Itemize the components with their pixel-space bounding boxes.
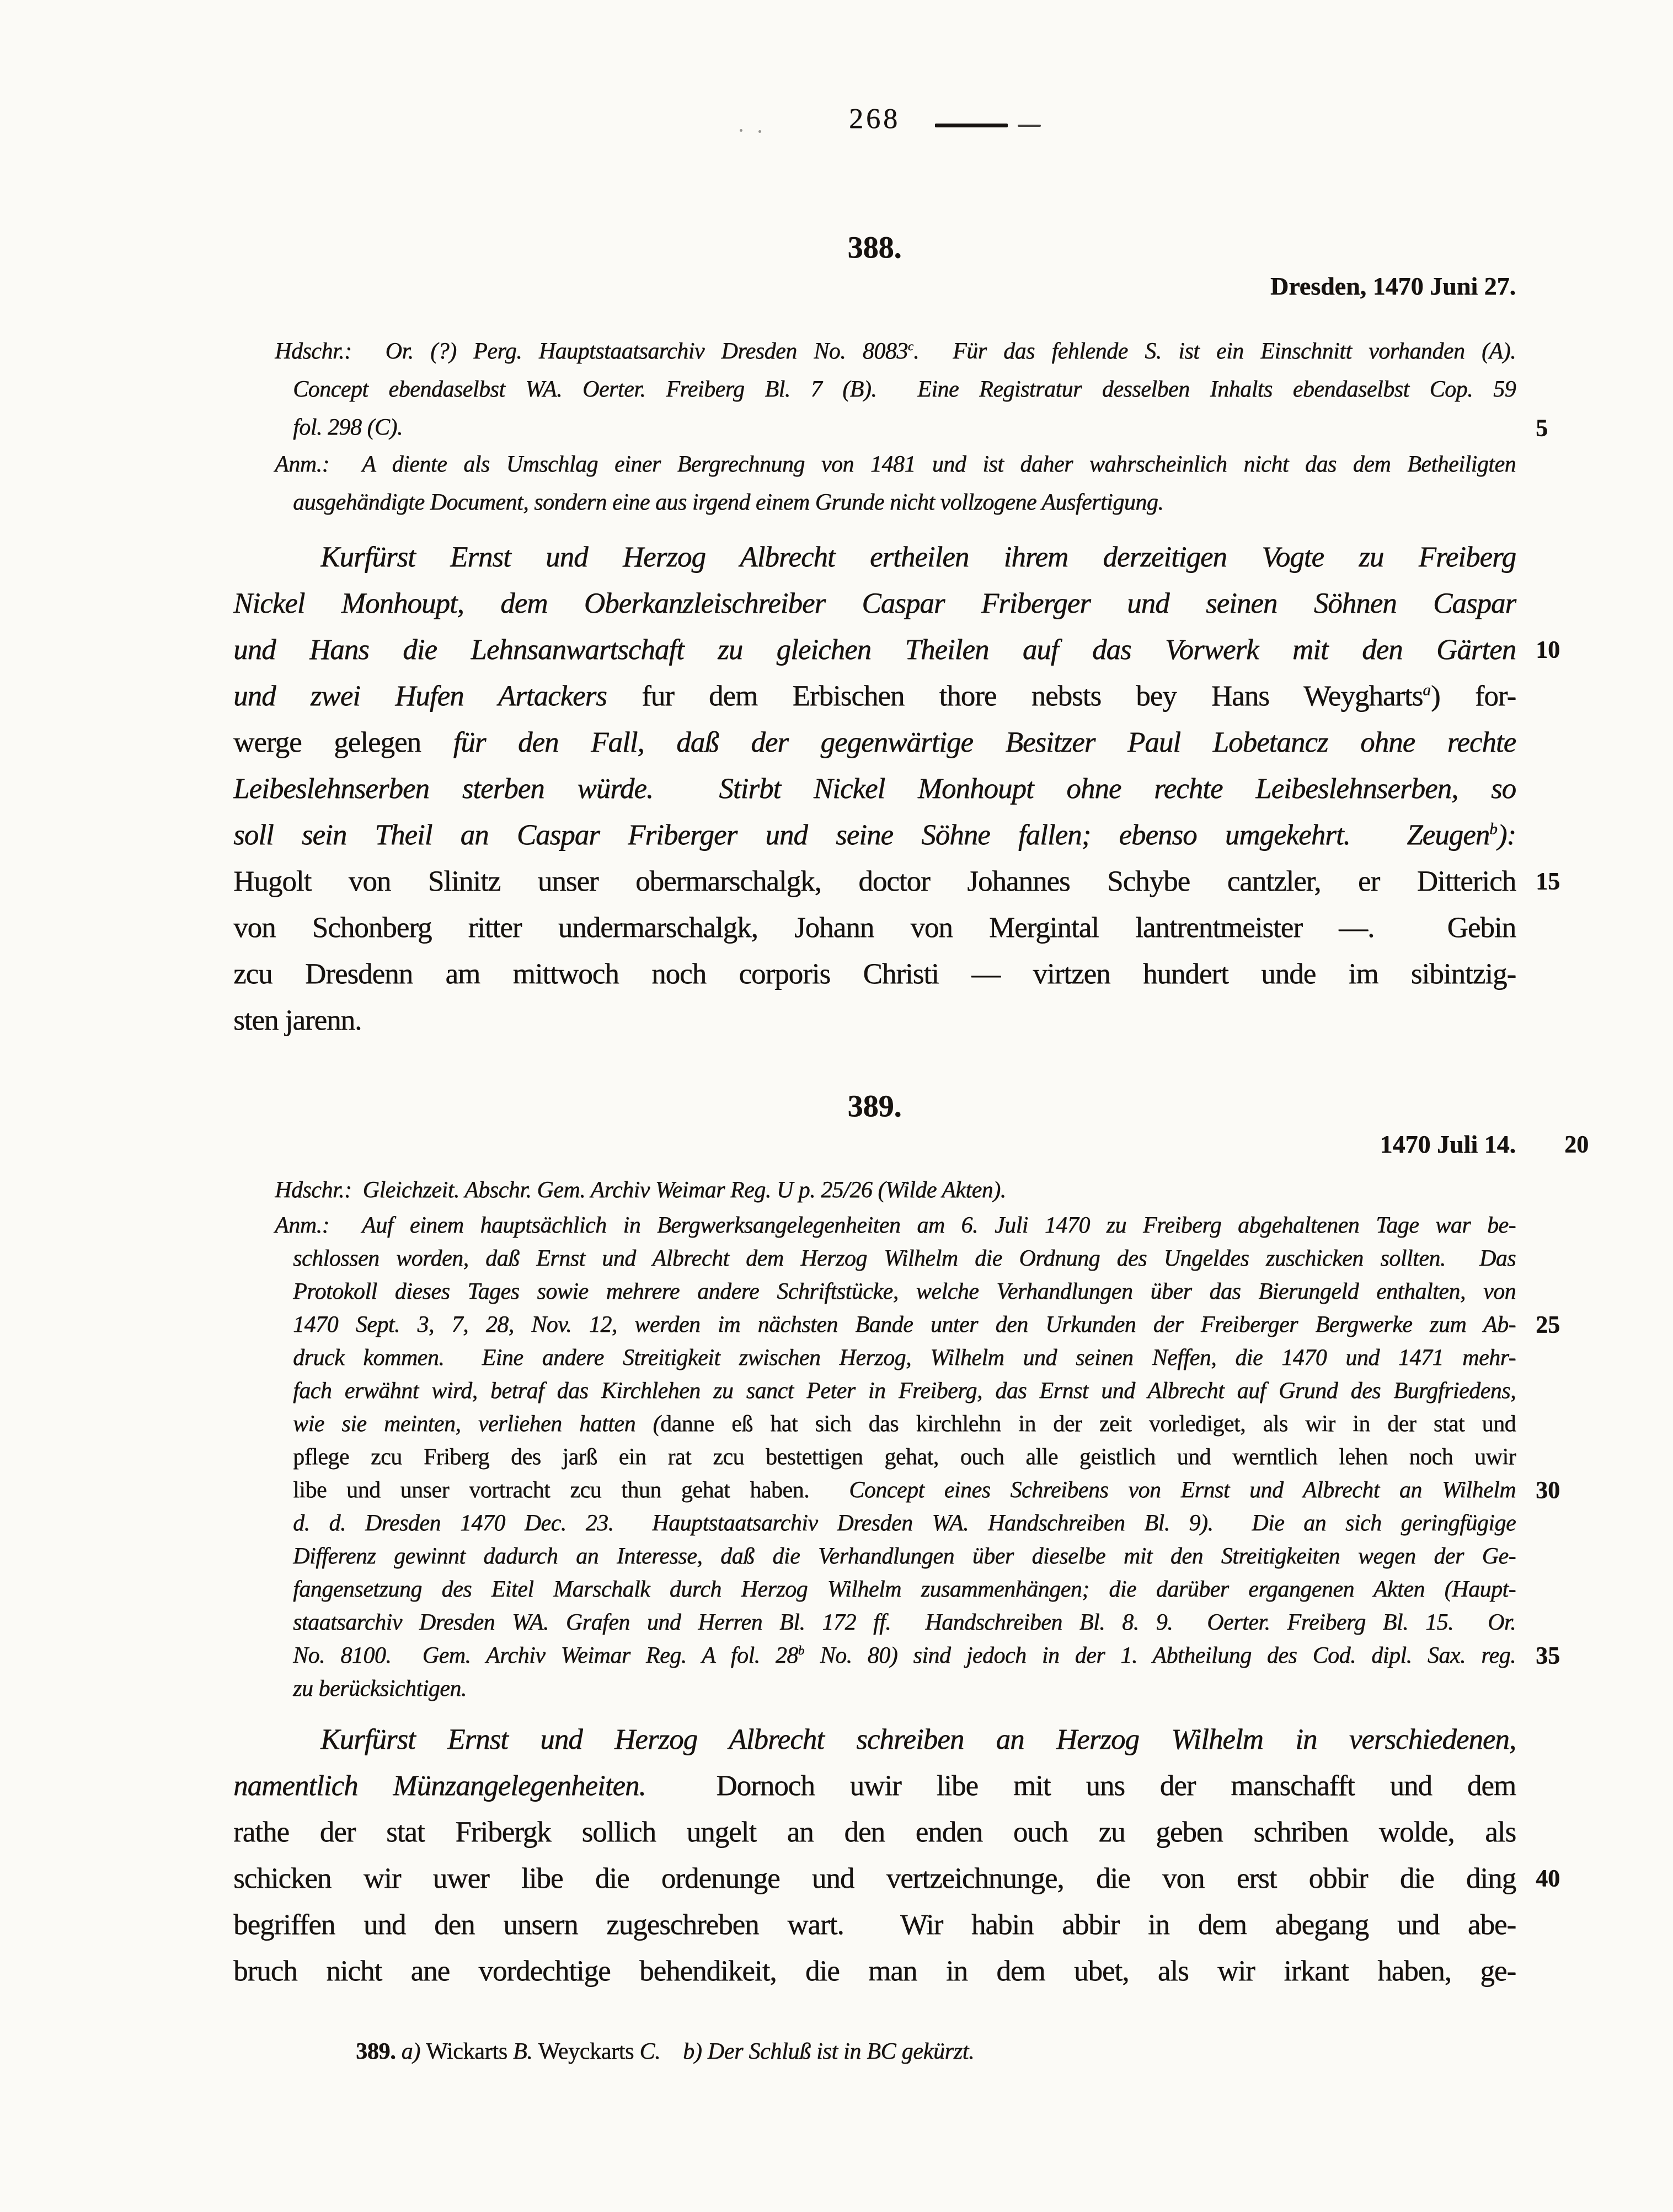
- text-run: zcu Dresdenn am mittwoch noch corporis Christi — virtzen hundert unde im sibintzig-: [233, 958, 1516, 990]
- text-run: Leibeslehnserben sterben würde. Stirbt Nickel Monhoupt ohne rechte Leibeslehnserben, so: [233, 773, 1516, 805]
- text-run: a): [401, 2039, 426, 2064]
- text-run: Hugolt von Slinitz unser obermarschalgk, doctor Johannes Schybe cantzler, er Ditterich: [233, 865, 1516, 897]
- footnote-marker: b: [798, 1643, 805, 1657]
- text-run: sten jarenn.: [233, 1004, 362, 1036]
- text-line: [275, 1573, 1516, 1606]
- text-run: ausgehändigte Document, sondern eine aus irgend einem Grunde nicht vollzogene Ausfertigung.: [293, 490, 1164, 515]
- text-line: [233, 951, 1516, 997]
- text-line: [275, 1174, 1516, 1207]
- page-header: [233, 103, 1516, 141]
- text-run: Kurfürst Ernst und Herzog Albrecht ertheilen ihrem derzeitigen Vogte zu Freiberg: [320, 541, 1516, 573]
- margin-line-number: 35: [1536, 1642, 1560, 1669]
- text-line: [275, 1242, 1516, 1275]
- text-run: fangensetzung des Eitel Marschalk durch Herzog Wilhelm zusammenhängen; die darüber ergangenen Akten (Haupt-: [293, 1577, 1516, 1602]
- text-line: [233, 1902, 1516, 1948]
- scan-artifact-dash-small: [1018, 125, 1041, 127]
- text-run: begriffen und den unsern zugeschreben wart. Wir habin abbir in dem abegang und abe-: [233, 1909, 1516, 1941]
- margin-line-number: 20: [1564, 1131, 1589, 1158]
- text-run: rathe der stat Fribergk sollich ungelt an den enden ouch zu geben schriben wolde, als: [233, 1816, 1516, 1848]
- scan-artifact-dot: [740, 129, 742, 132]
- text-line: [275, 1275, 1516, 1308]
- text-line: [275, 1474, 1560, 1507]
- text-run: werge gelegen: [233, 726, 453, 758]
- text-line: [275, 446, 1516, 484]
- annotation-block: [275, 446, 1516, 522]
- text-line: [356, 2035, 1638, 2068]
- scan-artifact-dot: [758, 130, 761, 133]
- scan-artifact-dash: [935, 124, 1008, 127]
- text-run: 389.: [356, 2039, 402, 2064]
- text-line: [275, 484, 1516, 522]
- text-run: danne eß hat sich das kirchlehn in der zeit vorlediget, als wir in der stat und: [660, 1411, 1516, 1437]
- text-line: [233, 765, 1516, 812]
- text-run: pflege zcu Friberg des jarß ein rat zcu bestettigen gehat, ouch alle geistlich und werntlich lehen noch uwir: [293, 1444, 1516, 1470]
- text-run: namentlich Münzangelegenheiten.: [233, 1770, 717, 1802]
- text-run: bruch nicht ane vordechtige behendikeit, die man in dem ubet, als wir irkant haben, ge-: [233, 1955, 1516, 1987]
- text-line: [275, 409, 1548, 447]
- footnote-marker: a: [1423, 681, 1431, 699]
- text-line: [233, 719, 1516, 765]
- text-run: No. 80) sind jedoch in der 1. Abtheilung des Cod. dipl. Sax. reg.: [804, 1643, 1516, 1668]
- text-run: ):: [1497, 819, 1516, 851]
- text-line: [275, 1308, 1560, 1341]
- text-run: von Schonberg ritter undermarschalgk, Johann von Mergintal lantrentmeister —. Gebin: [233, 912, 1516, 944]
- text-line: [275, 1639, 1560, 1672]
- text-line: [233, 580, 1516, 626]
- text-line: [233, 673, 1516, 719]
- text-line: [275, 1672, 1516, 1705]
- text-line: [233, 812, 1516, 858]
- text-run: zu berücksichtigen.: [293, 1676, 467, 1701]
- text-run: Differenz gewinnt dadurch an Interesse, daß die Verhandlungen über dieselbe mit den Streitigkeiten wegen der Ge-: [293, 1544, 1516, 1569]
- annotation-block: [275, 1209, 1560, 1705]
- entry-dateline: [233, 271, 1516, 301]
- margin-line-number: 15: [1536, 867, 1560, 895]
- text-run: Anm.: A diente als Umschlag einer Bergrechnung von 1481 und ist daher wahrscheinlich nicht das dem Betheiligten: [275, 452, 1516, 477]
- margin-line-number: 10: [1536, 636, 1560, 663]
- source-note-block: [275, 1174, 1516, 1207]
- text-run: d. d. Dresden 1470 Dec. 23. Hauptstaatsarchiv Dresden WA. Handschreiben Bl. 9). Die an sich geringfügige: [293, 1511, 1516, 1536]
- text-line: [275, 1440, 1516, 1474]
- text-line: [233, 534, 1516, 580]
- dateline-text: 1470 Juli 14.: [1380, 1130, 1516, 1158]
- text-run: und zwei Hufen Artackers: [233, 680, 642, 712]
- page-number: 268: [849, 103, 900, 135]
- text-run: fach erwähnt wird, betraf das Kirchlehen zu sanct Peter in Freiberg, das Ernst und Albrecht auf Grund des Burgfriedens,: [293, 1378, 1516, 1404]
- margin-line-number: 5: [1536, 414, 1548, 441]
- text-line: [275, 1209, 1516, 1242]
- margin-line-number: 30: [1536, 1476, 1560, 1503]
- text-run: ) for-: [1430, 680, 1516, 712]
- text-line: [233, 1763, 1516, 1809]
- footnote-marker: b: [1489, 820, 1498, 838]
- text-line: [233, 1855, 1560, 1902]
- text-line: [275, 1606, 1516, 1639]
- text-run: Wickarts: [426, 2039, 513, 2064]
- regest-body-block: [233, 1716, 1560, 1994]
- entry-number: 388.: [847, 231, 902, 265]
- text-run: soll sein Theil an Caspar Friberger und seine Söhne fallen; ebenso umgekehrt. Zeugen: [233, 819, 1490, 851]
- text-run: wie sie meinten, verliehen hatten (: [293, 1411, 660, 1437]
- text-run: Hdschr.: Or. (?) Perg. Hauptstaatsarchiv Dresden No. 8083: [275, 339, 908, 364]
- text-run: C. b) Der Schluß ist in BC gekürzt.: [639, 2039, 975, 2064]
- text-line: [233, 1948, 1516, 1994]
- text-run: Weyckarts: [538, 2039, 640, 2064]
- text-run: fur dem Erbischen thore nebsts bey Hans Weygharts: [641, 680, 1423, 712]
- text-line: [233, 1716, 1516, 1763]
- entry-dateline: [233, 1129, 1589, 1159]
- text-run: Protokoll dieses Tages sowie mehrere andere Schriftstücke, welche Verhandlungen über das Bierungeld enthalten, von: [293, 1279, 1516, 1304]
- text-run: druck kommen. Eine andere Streitigkeit zwischen Herzog, Wilhelm und seinen Neffen, die 1470 und 1471 mehr-: [293, 1345, 1516, 1370]
- text-run: schlossen worden, daß Ernst und Albrecht dem Herzog Wilhelm die Ordnung des Ungeldes zuschicken sollten. Das: [293, 1246, 1516, 1271]
- text-line: [275, 1507, 1516, 1540]
- entry-number: 389.: [847, 1089, 902, 1123]
- text-run: Concept eines Schreibens von Ernst und Albrecht an Wilhelm: [849, 1477, 1516, 1503]
- text-run: Concept ebendaselbst WA. Oerter. Freiberg Bl. 7 (B). Eine Registratur desselben Inhalts ebendaselbst Cop. 59: [293, 377, 1516, 402]
- regest-body-block: [233, 534, 1560, 1043]
- text-line: [275, 1540, 1516, 1573]
- text-run: Anm.: Auf einem hauptsächlich in Bergwerksangelegenheiten am 6. Juli 1470 zu Freiberg abgehaltenen Tage war be-: [275, 1213, 1516, 1238]
- text-line: [275, 1341, 1516, 1374]
- text-run: und Hans die Lehnsanwartschaft zu gleichen Theilen auf das Vorwerk mit den Gärten: [233, 634, 1516, 666]
- margin-line-number: 25: [1536, 1311, 1560, 1338]
- text-run: staatsarchiv Dresden WA. Grafen und Herren Bl. 172 ff. Handschreiben Bl. 8. 9. Oerter. Freiberg Bl. 15. Or.: [293, 1610, 1516, 1635]
- text-run: schicken wir uwer libe die ordenunge und vertzeichnunge, die von erst obbir die ding: [233, 1862, 1516, 1894]
- text-run: libe und unser vortracht zcu thun gehat haben.: [293, 1477, 849, 1503]
- text-run: Kurfürst Ernst und Herzog Albrecht schreiben an Herzog Wilhelm in verschiedenen,: [320, 1723, 1516, 1755]
- text-run: B.: [512, 2039, 538, 2064]
- dateline-text: Dresden, 1470 Juni 27.: [1270, 272, 1516, 300]
- text-run: Nickel Monhoupt, dem Oberkanzleischreiber Caspar Friberger und seinen Söhnen Caspar: [233, 587, 1516, 619]
- text-run: No. 8100. Gem. Archiv Weimar Reg. A fol. 28: [293, 1643, 798, 1668]
- text-run: für den Fall, daß der gegenwärtige Besitzer Paul Lobetancz ohne rechte: [453, 726, 1516, 758]
- text-line: [275, 1374, 1516, 1407]
- text-line: [233, 626, 1560, 673]
- text-run: . Für das fehlende S. ist ein Einschnitt vorhanden (A).: [913, 339, 1516, 364]
- footnote-block: [233, 2035, 1638, 2068]
- footnote-marker: c: [907, 339, 913, 353]
- text-line: [275, 371, 1516, 409]
- source-note-block: [275, 333, 1548, 447]
- margin-line-number: 40: [1536, 1865, 1560, 1892]
- text-line: [233, 858, 1560, 904]
- text-run: Dornoch uwir libe mit uns der manschafft und dem: [716, 1770, 1516, 1802]
- text-line: [275, 333, 1516, 371]
- text-run: fol. 298 (C).: [293, 415, 403, 440]
- text-line: [233, 1809, 1516, 1855]
- text-run: 1470 Sept. 3, 7, 28, Nov. 12, werden im nächsten Bande unter den Urkunden der Freiberger Bergwerke zum Ab-: [293, 1312, 1516, 1337]
- text-line: [233, 904, 1516, 951]
- text-line: [233, 997, 1516, 1043]
- text-line: [275, 1407, 1516, 1440]
- text-run: Hdschr.: Gleichzeit. Abschr. Gem. Archiv Weimar Reg. U p. 25/26 (Wilde Akten).: [275, 1177, 1006, 1203]
